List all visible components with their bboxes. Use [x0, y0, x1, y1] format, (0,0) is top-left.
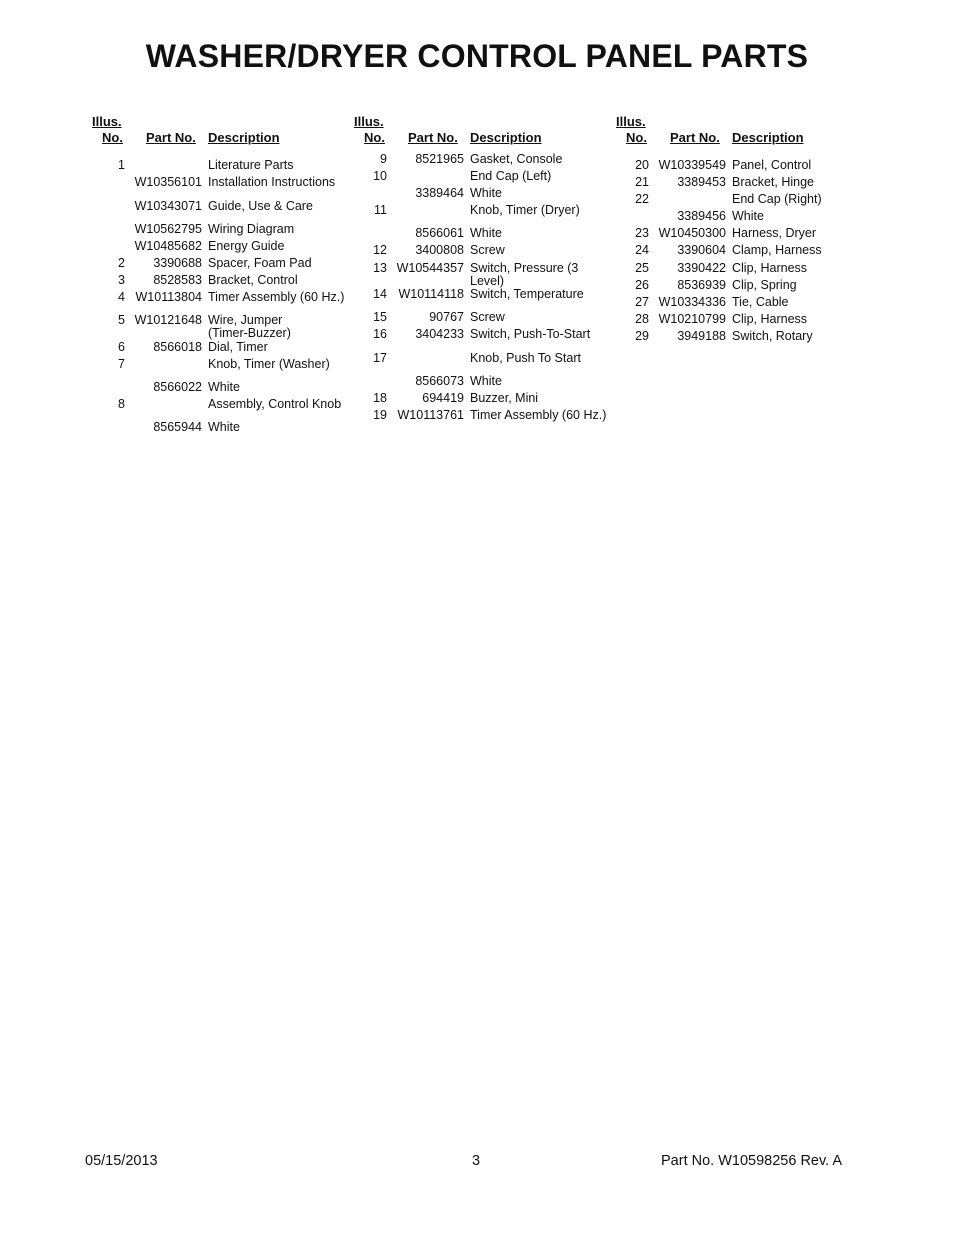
row-description: Bracket, Hinge: [732, 175, 814, 189]
row-description: White: [470, 186, 502, 200]
row-illus-no: 24: [635, 243, 649, 257]
row-description: End Cap (Left): [470, 169, 552, 183]
row-description: White: [208, 420, 240, 434]
row-part-no: W10339549: [658, 158, 726, 172]
row-illus-no: 28: [635, 312, 649, 326]
row-description: End Cap (Right): [732, 192, 822, 206]
row-description: Tie, Cable: [732, 295, 789, 309]
row-illus-no: 11: [374, 203, 387, 217]
header-no: No.: [364, 130, 385, 145]
row-illus-no: 21: [635, 175, 649, 189]
row-illus-no: 12: [373, 243, 387, 257]
row-description: Dial, Timer: [208, 340, 268, 354]
row-description: Clamp, Harness: [732, 243, 822, 257]
row-illus-no: 16: [373, 327, 387, 341]
row-description: Clip, Spring: [732, 278, 797, 292]
footer-date: 05/15/2013: [85, 1153, 158, 1169]
row-part-no: W10113761: [397, 408, 464, 422]
row-description: White: [732, 209, 764, 223]
row-part-no: 8566018: [153, 340, 202, 354]
row-description: White: [470, 226, 502, 240]
row-illus-no: 23: [635, 226, 649, 240]
row-description: Guide, Use & Care: [208, 199, 313, 213]
row-part-no: 3390422: [677, 261, 726, 275]
row-description: Literature Parts: [208, 158, 294, 172]
part-row: [352, 409, 612, 439]
row-illus-no: 18: [373, 391, 387, 405]
row-illus-no: 9: [380, 152, 387, 166]
row-description: Spacer, Foam Pad: [208, 256, 312, 270]
row-illus-no: 19: [373, 408, 387, 422]
row-description: Clip, Harness: [732, 312, 808, 326]
row-description: Switch, Pressure (3: [470, 261, 579, 275]
row-illus-no: 6: [118, 340, 125, 354]
row-description: Wiring Diagram: [208, 222, 295, 236]
row-part-no: W10343071: [134, 199, 202, 213]
footer-part-number: Part No. W10598256 Rev. A: [661, 1153, 843, 1169]
row-part-no: 694419: [422, 391, 464, 405]
row-illus-no: 20: [635, 158, 649, 172]
row-description-continued: Level): [470, 274, 505, 288]
row-description: Knob, Timer (Washer): [208, 357, 330, 371]
row-description: Switch, Push-To-Start: [470, 327, 591, 341]
row-description: Harness, Dryer: [732, 226, 817, 240]
page-title: WASHER/DRYER CONTROL PANEL PARTS: [145, 38, 809, 74]
row-illus-no: 17: [373, 351, 387, 365]
row-part-no: W10121648: [134, 313, 202, 327]
row-part-no: 3389456: [677, 209, 726, 223]
row-description: Knob, Timer (Dryer): [470, 203, 580, 217]
row-description: Clip, Harness: [732, 261, 808, 275]
header-description: Description: [208, 130, 280, 145]
row-part-no: 8521965: [415, 152, 464, 166]
row-description: Wire, Jumper: [208, 313, 283, 327]
header-illus: Illus.: [92, 114, 122, 129]
row-illus-no: 22: [635, 192, 649, 206]
row-part-no: 8528583: [153, 273, 202, 287]
row-part-no: 3389453: [677, 175, 726, 189]
header-illus: Illus.: [616, 114, 646, 129]
row-part-no: 3389464: [415, 186, 464, 200]
row-illus-no: 27: [635, 295, 649, 309]
row-part-no: W10113804: [135, 290, 202, 304]
row-illus-no: 29: [635, 329, 649, 343]
row-illus-no: 10: [373, 169, 387, 183]
row-part-no: W10485682: [134, 239, 202, 253]
row-description: Buzzer, Mini: [470, 391, 539, 405]
row-description: Installation Instructions: [208, 175, 336, 189]
row-description: Screw: [470, 243, 505, 257]
row-part-no: 8566073: [415, 374, 464, 388]
header-illus: Illus.: [354, 114, 384, 129]
row-description: Timer Assembly (60 Hz.): [470, 408, 607, 422]
row-description-continued: (Timer-Buzzer): [208, 326, 291, 340]
header-no: No.: [102, 130, 123, 145]
row-part-no: W10544357: [396, 261, 464, 275]
row-part-no: 8566061: [415, 226, 464, 240]
row-description: Timer Assembly (60 Hz.): [208, 290, 345, 304]
row-illus-no: 5: [118, 313, 125, 327]
header-part-no: Part No.: [146, 130, 196, 145]
row-description: Switch, Rotary: [732, 329, 813, 343]
row-description: Assembly, Control Knob: [208, 397, 342, 411]
row-illus-no: 3: [118, 273, 125, 287]
footer-page-number: 3: [472, 1153, 481, 1169]
row-description: Knob, Push To Start: [470, 351, 581, 365]
row-part-no: 3390604: [677, 243, 726, 257]
row-part-no: W10450300: [658, 226, 726, 240]
row-illus-no: 2: [118, 256, 125, 270]
row-part-no: 8565944: [153, 420, 202, 434]
row-part-no: 3949188: [677, 329, 726, 343]
row-illus-no: 15: [373, 310, 387, 324]
row-part-no: 3404233: [415, 327, 464, 341]
row-part-no: W10356101: [134, 175, 202, 189]
row-illus-no: 25: [635, 261, 649, 275]
header-part-no: Part No.: [408, 130, 458, 145]
row-description: Energy Guide: [208, 239, 285, 253]
row-description: Screw: [470, 310, 505, 324]
part-row: [614, 330, 874, 360]
row-part-no: W10210799: [658, 312, 726, 326]
row-part-no: W10562795: [134, 222, 202, 236]
row-part-no: W10334336: [658, 295, 726, 309]
row-part-no: 8536939: [677, 278, 726, 292]
row-illus-no: 1: [118, 158, 125, 172]
row-illus-no: 7: [118, 357, 125, 371]
row-illus-no: 14: [373, 287, 387, 301]
row-description: Panel, Control: [732, 158, 812, 172]
header-description: Description: [470, 130, 542, 145]
row-illus-no: 8: [118, 397, 125, 411]
header-no: No.: [626, 130, 647, 145]
row-part-no: 8566022: [153, 380, 202, 394]
row-illus-no: 26: [635, 278, 649, 292]
row-description: Switch, Temperature: [470, 287, 584, 301]
row-description: Bracket, Control: [208, 273, 298, 287]
header-description: Description: [732, 130, 804, 145]
row-illus-no: 4: [118, 290, 125, 304]
part-row: [90, 421, 350, 451]
row-part-no: 3390688: [153, 256, 202, 270]
row-part-no: 90767: [429, 310, 464, 324]
header-part-no: Part No.: [670, 130, 720, 145]
row-part-no: W10114118: [398, 287, 464, 301]
row-part-no: 3400808: [415, 243, 464, 257]
row-description: White: [470, 374, 502, 388]
row-description: Gasket, Console: [470, 152, 563, 166]
row-description: White: [208, 380, 240, 394]
row-illus-no: 13: [373, 261, 387, 275]
